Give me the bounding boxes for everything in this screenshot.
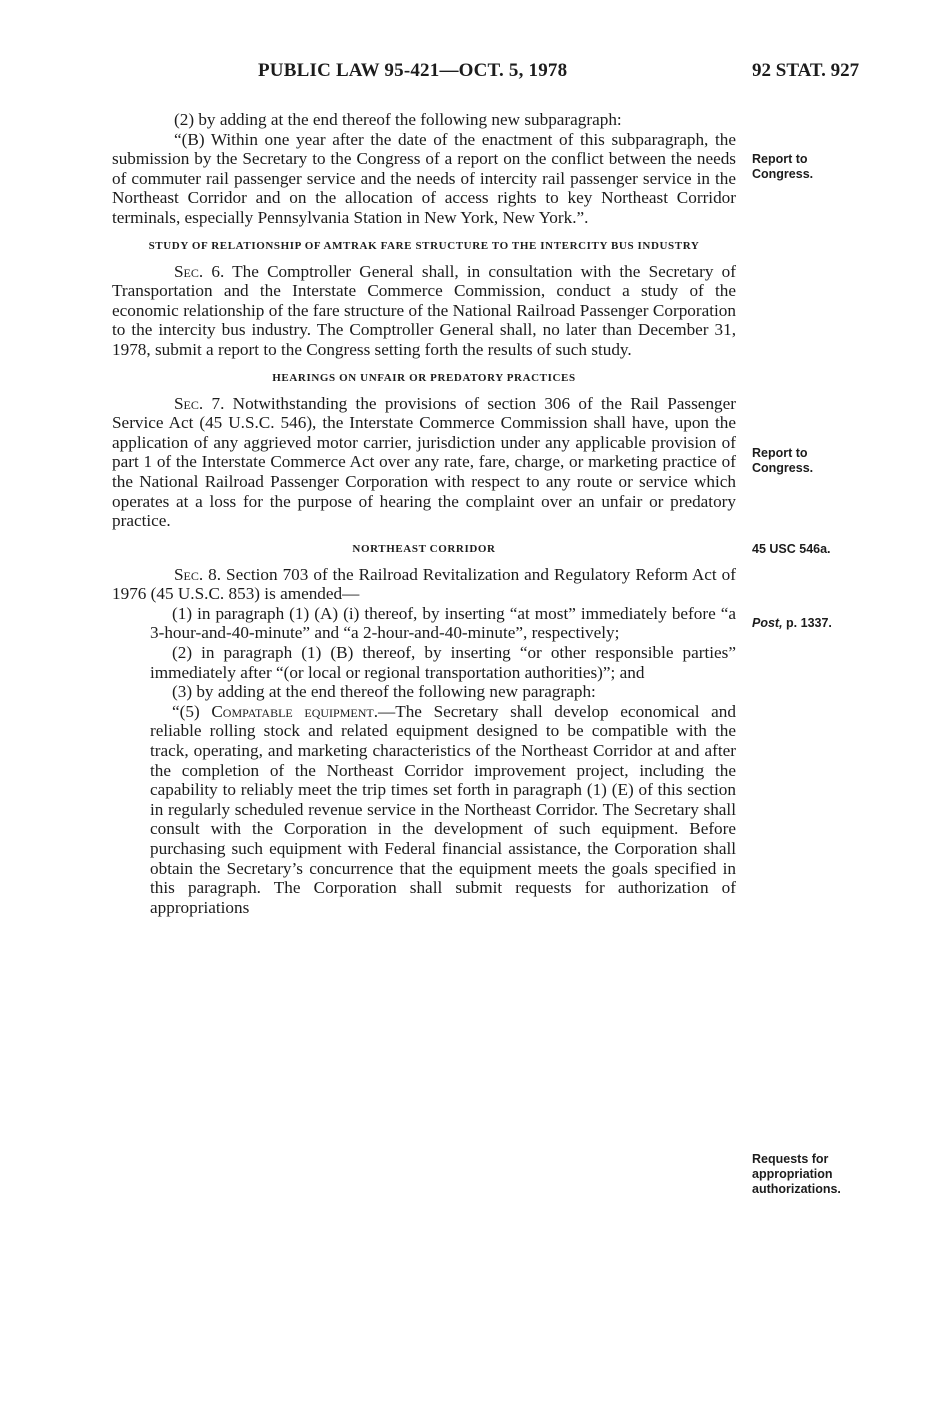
section-7-text: Notwithstanding the provisions of section 306 of the Rail Passenger Service Act (45 U.S.C. 546), the Interstate Commerce Commission shall have, upon the application of any aggrieved motor carrier, jurisdiction under any applicable provision of part 1 of the Interstate Commerce Act over any rate, fare, charge, or marketing practice of the National Railroad Passenger Corporation with respect to any route or service which operates at a loss for the purpose of hearing the complaint over an unfair or predatory practice. [112, 393, 736, 531]
paragraph-subparagraph-b: “(B) Within one year after the date of the enactment of this subparagraph, the submission by the Secretary to the Congress of a report on the conflict between the needs of commuter rail passenger service and the needs of intercity rail passenger service in the Northeast Corridor and on the allocation of access rights to key Northeast Corridor terminals, especially Pennsylvania Station in New York, New York.”. [112, 129, 736, 227]
section-8-text: Section 703 of the Railroad Revitalization and Regulatory Reform Act of 1976 (45 U.S.C. 853) is amended— [112, 564, 736, 604]
margin-note-usc: 45 USC 546a. [752, 542, 831, 556]
margin-note-report-2: Report to Congress. [752, 446, 814, 475]
page-header-title: PUBLIC LAW 95-421—OCT. 5, 1978 [258, 60, 568, 81]
section-6 [112, 262, 736, 360]
body-text [112, 110, 736, 917]
section-6-label: Sec. 6. [174, 261, 225, 281]
section-8 [112, 565, 736, 604]
section-heading-hearings: HEARINGS ON UNFAIR OR PREDATORY PRACTICES [272, 371, 576, 384]
paragraph-amend-2: (2) by adding at the end thereof the following new subparagraph: [174, 110, 622, 129]
section-heading-corridor: NORTHEAST CORRIDOR [352, 542, 496, 555]
section-8-label: Sec. 8. [174, 564, 222, 584]
margin-note-post-page: p. 1337. [782, 616, 832, 630]
section-6-text: The Comptroller General shall, in consultation with the Secretary of Transportation and the Interstate Commerce Commission, conduct a study of the economic relationship of the fare structure of the National Railroad Passenger Corporation to the intercity bus industry. The Comptroller General shall, no later than December 31, 1978, submit a report to the Congress setting forth the results of such study. [112, 261, 736, 359]
page-header-stat: 92 STAT. 927 [752, 60, 860, 81]
amendment-item-1: (1) in paragraph (1) (A) (i) thereof, by inserting “at most” immediately before “a 3-hour-and-40-minute” and “a 2-hour-and-40-minute”, respectively; [150, 603, 736, 643]
margin-note-report-1: Report to Congress. [752, 152, 814, 181]
section-7-label: Sec. 7. [174, 393, 225, 413]
item-5-text: —The Secretary shall develop economical and reliable rolling stock and related equipment designed to be compatible with the track, operating, and marketing characteristics of the Northeast Corridor at and after the completion of the Northeast Corridor improvement project, including the capability to reliably meet the trip times set forth in paragraph (1) (E) of this section in regularly scheduled revenue service in the Northeast Corridor. The Secretary shall consult with the Corporation in the development of such equipment. Before purchasing such equipment with Federal financial assistance, the Corporation shall obtain the Secretary’s concurrence that the equipment meets the goals specified in this paragraph. The Corporation shall submit requests for authorization of appropriations [150, 701, 736, 917]
amendment-item-5 [112, 702, 736, 918]
item-5-label: “(5) Compatable equipment. [172, 701, 379, 721]
margin-note-post [752, 616, 892, 631]
margin-note-post-italic: Post, [752, 616, 783, 630]
margin-note-requests: Requests for appropriation authorizations. [752, 1152, 841, 1196]
amendment-item-3: (3) by adding at the end thereof the following new paragraph: [172, 682, 596, 702]
section-7 [112, 394, 736, 531]
amendment-item-2: (2) in paragraph (1) (B) thereof, by inserting “or other responsible parties” immediately after “(or local or regional transportation authorities)”; and [150, 643, 736, 682]
section-heading-study: STUDY OF RELATIONSHIP OF AMTRAK FARE STRUCTURE TO THE INTERCITY BUS INDUSTRY [148, 239, 700, 252]
